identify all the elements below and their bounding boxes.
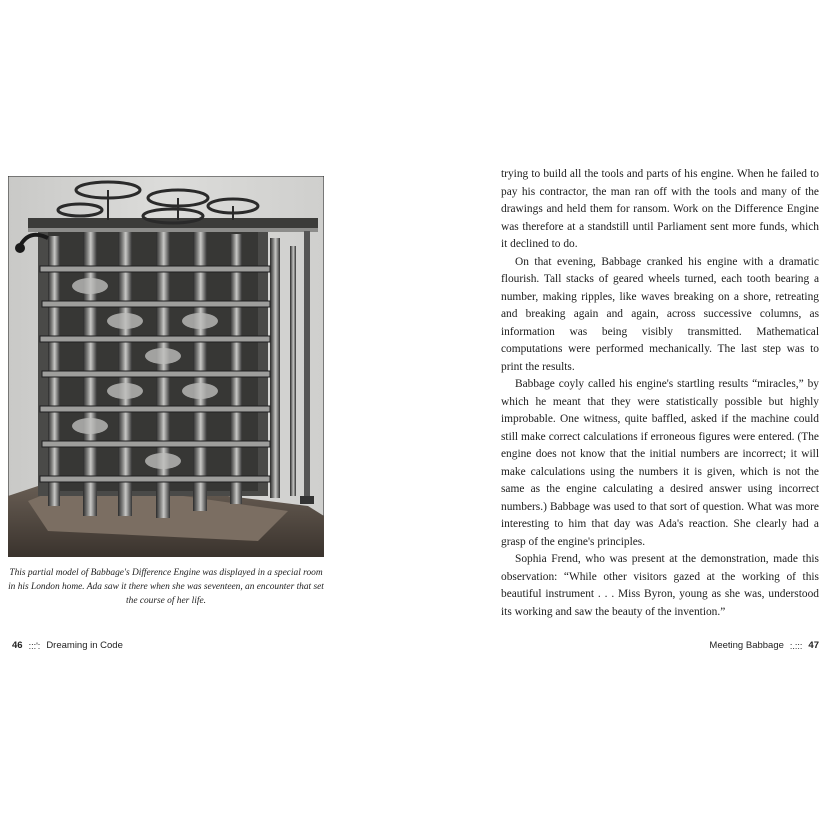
difference-engine-photo xyxy=(8,176,324,557)
photo-caption: This partial model of Babbage's Difference Engine was displayed in a special room in his London home. Ada saw it there when she was seventeen, an encounter that set the course of her life. xyxy=(8,568,324,606)
paragraph-1: trying to build all the tools and parts of his engine. When he failed to pay his contractor, the man ran off with the tools and many of the drawings and held them for ransom. Work on the Difference Engine was therefore at a standstill until Parliament sent more funds, which it declined to do. xyxy=(501,168,819,250)
paragraph-4: Sophia Frend, who was present at the demonstration, made this observation: “While other visitors gazed at the working of this beautiful instrument . . . Miss Byron, young as she was, understood its working and saw the beauty of the invention.” xyxy=(501,553,819,618)
right-page-footer xyxy=(709,640,819,651)
page-number-left: 46 xyxy=(12,640,23,651)
left-page-footer xyxy=(12,640,123,651)
paragraph-3: Babbage coyly called his engine's startling results “miracles,” by which he meant that they were statistically possible but highly improbable. One witness, quite baffled, asked if the machine could still make correct calculations if erroneous figures were entered. (The engine does not know that the initial numbers are incorrect; it will make calculations using the numbers it is given, which is not the same as the engine calculating a desired answer using incorrect numbers.) Babbage was used to that sort of question. What was more interesting to him that day was Ada's reaction. She clearly had a grasp of the engine's principles. xyxy=(501,378,819,548)
running-head-left: Dreaming in Code xyxy=(46,640,123,651)
right-page-body xyxy=(501,166,819,621)
paragraph-2: On that evening, Babbage cranked his engine with a dramatic flourish. Tall stacks of geared wheels turned, each tooth bearing a number, making ripples, like waves breaking on a shore, retreating and breaking again and again, across successive columns, as information was being visibly transmitted. Mathematical computations were performed mechanically. The last step was to print the results. xyxy=(501,255,819,373)
ornament-left-icon: :::': xyxy=(28,640,41,651)
running-head-right: Meeting Babbage xyxy=(709,640,784,651)
page-number-right: 47 xyxy=(808,640,819,651)
ornament-right-icon: :.::: xyxy=(789,640,803,651)
